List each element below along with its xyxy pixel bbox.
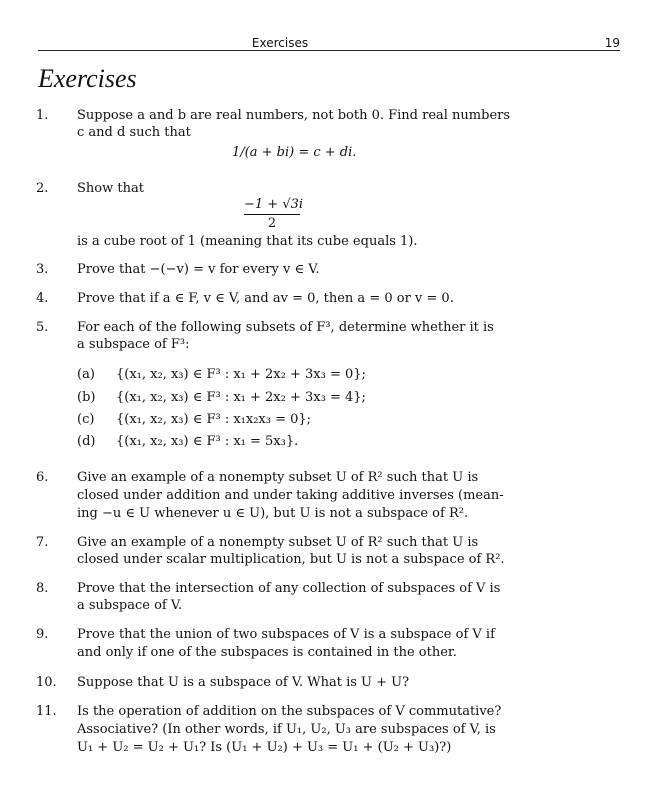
exercise-text-line: Associative? (In other words, if U₁, U₂, U₃ are subspaces of V, is xyxy=(77,722,496,737)
exercise-number: 2. xyxy=(36,181,49,196)
header-rule xyxy=(38,50,620,51)
page-number: 19 xyxy=(604,36,620,50)
subitem-text: {(x₁, x₂, x₃) ∈ F³ : x₁ + 2x₂ + 3x₃ = 4}; xyxy=(116,390,366,405)
exercise-text-line: a subspace of F³: xyxy=(77,337,190,352)
exercise-number: 7. xyxy=(36,535,49,550)
exercise-text-line: Prove that the intersection of any collection of subspaces of V is xyxy=(77,581,501,596)
exercise-text-line: Prove that the union of two subspaces of V is a subspace of V if xyxy=(77,627,495,642)
exercise-text-line: U₁ + U₂ = U₂ + U₁? Is (U₁ + U₂) + U₃ = U₁ + (U₂ + U₃)?) xyxy=(77,740,452,755)
fraction-numerator: −1 + √3i xyxy=(244,197,304,212)
running-header-title: Exercises xyxy=(251,36,309,50)
exercise-text-line: c and d such that xyxy=(77,125,191,140)
exercise-number: 9. xyxy=(36,627,49,642)
exercise-text-line: a subspace of V. xyxy=(77,598,183,613)
exercise-text-line: closed under addition and under taking additive inverses (mean- xyxy=(77,488,504,503)
exercise-text-line: Show that xyxy=(77,181,144,196)
exercise-text-line: Suppose a and b are real numbers, not both 0. Find real numbers xyxy=(77,108,511,123)
subitem-text: {(x₁, x₂, x₃) ∈ F³ : x₁x₂x₃ = 0}; xyxy=(116,412,312,427)
exercise-text-line: For each of the following subsets of F³, determine whether it is xyxy=(77,320,494,335)
exercise-text-line: Is the operation of addition on the subspaces of V commutative? xyxy=(77,704,502,719)
subitem-text: {(x₁, x₂, x₃) ∈ F³ : x₁ = 5x₃}. xyxy=(116,434,299,449)
exercise-text-line: Prove that if a ∈ F, v ∈ V, and av = 0, then a = 0 or v = 0. xyxy=(77,291,454,306)
exercise-text-line: Give an example of a nonempty subset U of R² such that U is xyxy=(77,470,479,485)
display-equation: 1/(a + bi) = c + di. xyxy=(232,145,357,160)
exercise-text-line: Give an example of a nonempty subset U of R² such that U is xyxy=(77,535,479,550)
subitem-label: (d) xyxy=(77,434,96,449)
exercise-text-line: and only if one of the subspaces is contained in the other. xyxy=(77,645,457,660)
exercise-number: 10. xyxy=(36,675,57,690)
subitem-label: (c) xyxy=(77,412,95,427)
exercise-number: 6. xyxy=(36,470,49,485)
exercise-number: 8. xyxy=(36,581,49,596)
fraction-bar xyxy=(244,214,300,215)
exercise-text-line: ing −u ∈ U whenever u ∈ U), but U is not a subspace of R². xyxy=(77,506,469,521)
exercise-text-line: Suppose that U is a subspace of V. What is U + U? xyxy=(77,675,410,690)
exercise-text-line: closed under scalar multiplication, but U is not a subspace of R². xyxy=(77,552,505,567)
exercise-number: 3. xyxy=(36,262,49,277)
fraction-denominator: 2 xyxy=(267,216,277,231)
subitem-text: {(x₁, x₂, x₃) ∈ F³ : x₁ + 2x₂ + 3x₃ = 0}; xyxy=(116,367,366,382)
exercise-number: 11. xyxy=(36,704,57,719)
exercise-text-line: is a cube root of 1 (meaning that its cube equals 1). xyxy=(77,234,418,249)
exercise-text-line: Prove that −(−v) = v for every v ∈ V. xyxy=(77,262,320,277)
exercise-number: 4. xyxy=(36,291,49,306)
exercise-number: 1. xyxy=(36,108,49,123)
exercise-number: 5. xyxy=(36,320,49,335)
subitem-label: (a) xyxy=(77,367,95,382)
subitem-label: (b) xyxy=(77,390,96,405)
section-title: Exercises xyxy=(38,64,137,93)
